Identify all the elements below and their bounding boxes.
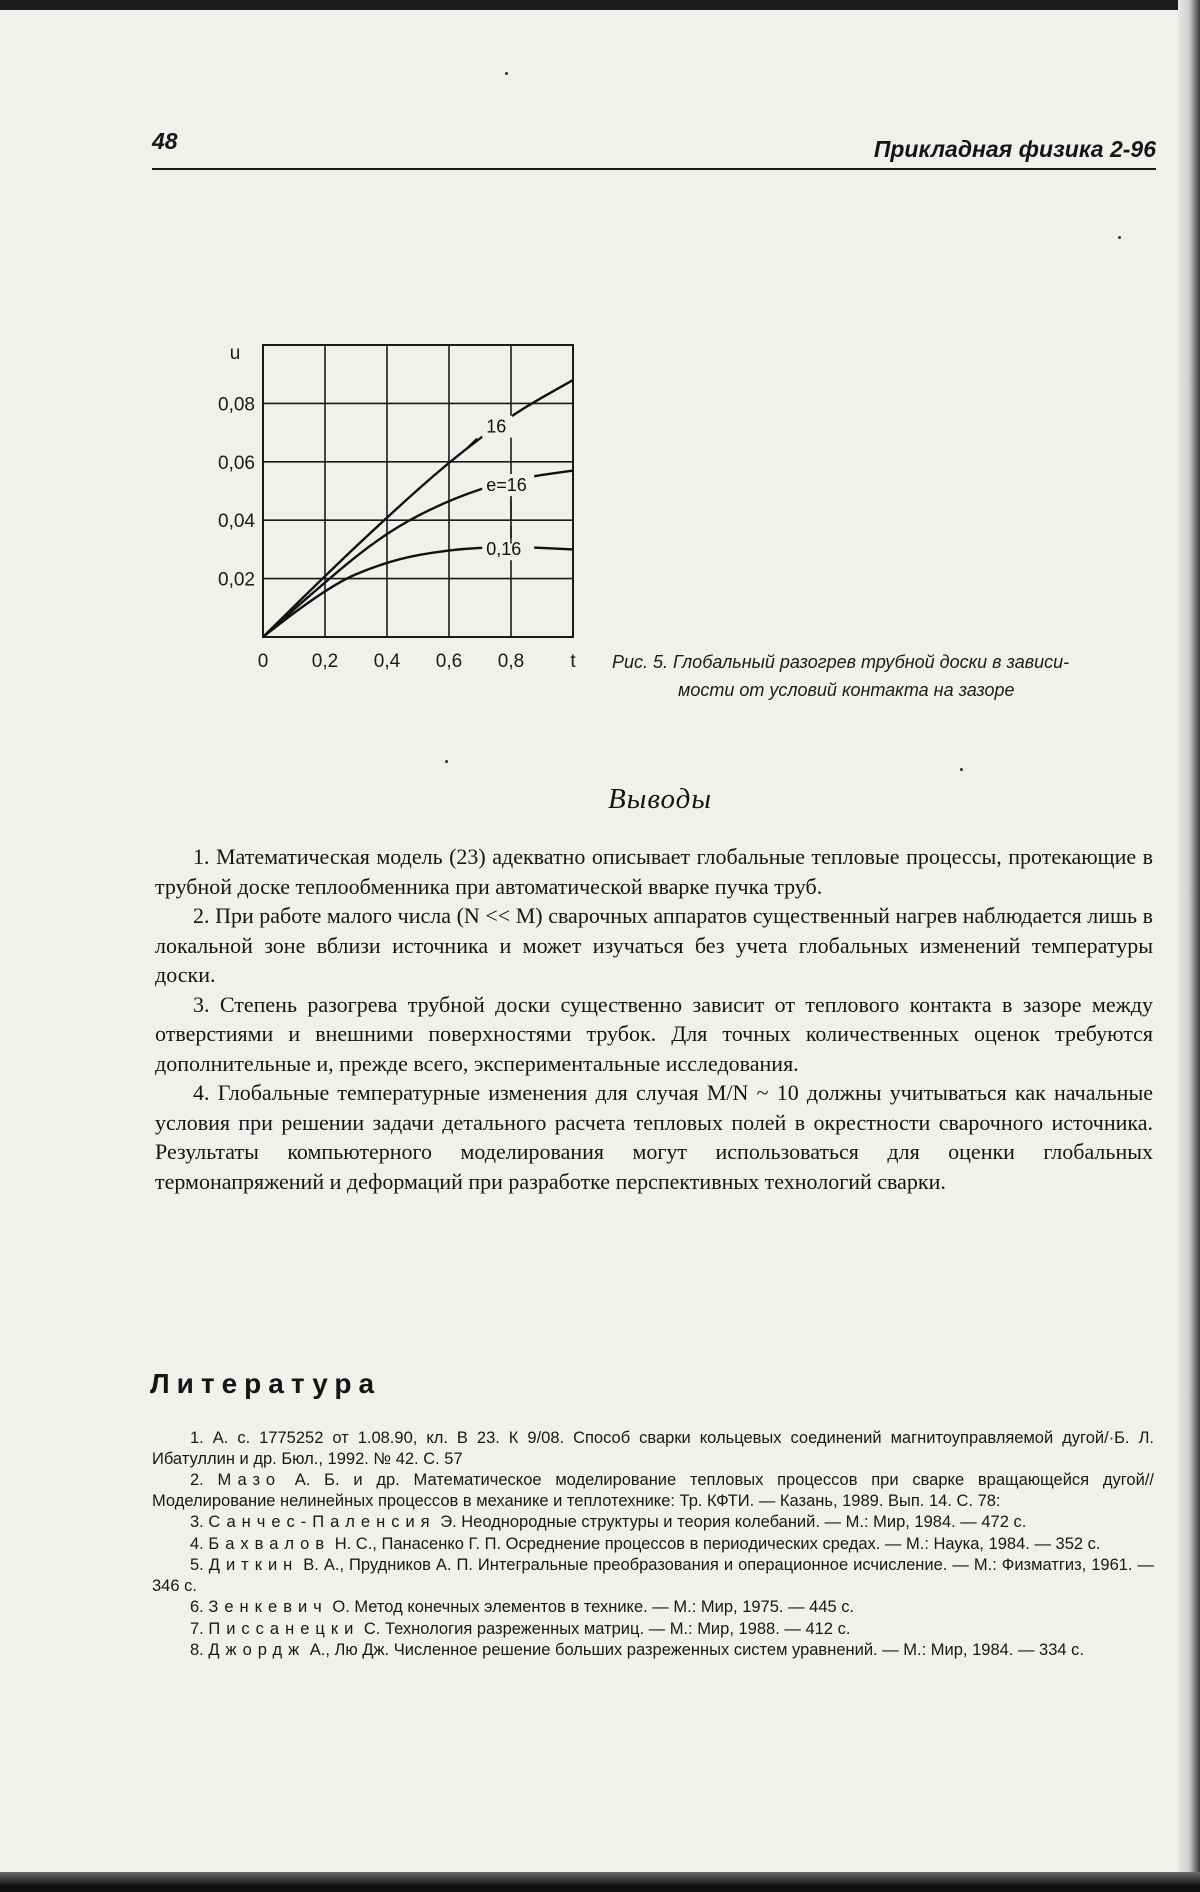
reference-item: 7. Писсанецки С. Технология разреженных матриц. — М.: Мир, 1988. — 412 с. xyxy=(190,1619,851,1638)
page-number: 48 xyxy=(152,128,178,154)
reference-item: 4. Бахвалов Н. С., Панасенко Г. П. Осреднение процессов в периодических средах. — М.: Наука, 1984. — 352 с. xyxy=(190,1534,1101,1553)
x-tick-label: 0,6 xyxy=(435,651,463,670)
x-tick-label: 0,2 xyxy=(311,651,339,670)
reference-item: 5. Диткин В. А., Прудников А. П. Интегральные преобразования и операционное исчисление. — М.: Физматгиз, 1961. — 346 с. xyxy=(152,1556,1155,1595)
references-heading: Литература xyxy=(150,1368,382,1399)
conclusions-body xyxy=(155,842,1153,1196)
y-tick-label: 0,04 xyxy=(218,511,255,533)
curve-label: e=16 xyxy=(486,475,527,495)
scan-speck xyxy=(1118,236,1121,239)
scan-speck xyxy=(960,768,963,771)
reference-item: 3. Санчес-Паленсия Э. Неоднородные структуры и теория колебаний. — М.: Мир, 1984. — 472 с. xyxy=(190,1513,1027,1531)
reference-item: 6. Зенкевич О. Метод конечных элементов в технике. — М.: Мир, 1975. — 445 с. xyxy=(190,1598,855,1616)
conclusions-title-text: Выводы xyxy=(608,783,712,815)
x-tick-label: t xyxy=(570,651,576,670)
reference-item: 2. Мазо А. Б. и др. Математическое моделирование тепловых процессов при сварке вращающейся дугой// Моделирование нелинейных процессов в механике и теплотехнике: Тр. КФТИ. — Казань, 1989. Вып. 14. С. 78: xyxy=(152,1471,1154,1510)
x-tick-label: 0,4 xyxy=(373,651,401,670)
y-tick-label: 0,02 xyxy=(218,569,255,591)
caption-line-2: мости от условий контакта на зазоре xyxy=(678,680,1015,700)
journal-title: Прикладная физика 2-96 xyxy=(873,136,1156,162)
scan-speck xyxy=(445,760,448,763)
reference-item: 8. Джордж А., Лю Дж. Численное решение больших разреженных систем уравнений. — М.: Мир, 1984. — 334 с. xyxy=(190,1641,1084,1659)
series-line-16 xyxy=(263,380,573,637)
conclusions-title xyxy=(0,783,1200,816)
conclusion-item: 3. Степень разогрева трубной доски существенно зависит от теплового контакта в зазоре между отверстиями и внешними поверхностями трубок. Для точных количественных оценок требуются дополнительные и, прежде всего, экспериментальные исследования. xyxy=(155,991,1153,1076)
conclusion-item: 1. Математическая модель (23) адекватно описывает глобальные тепловые процессы, протекающие в трубной доске теплообменника при автоматической вварке пучка труб. xyxy=(155,844,1153,899)
y-tick-label: 0,06 xyxy=(218,452,255,474)
running-header xyxy=(152,128,1156,170)
scan-edge-right xyxy=(1178,0,1200,1892)
curve-label: 0,16 xyxy=(486,539,522,560)
conclusion-item: 2. При работе малого числа (N << M) сварочных аппаратов существенный нагрев наблюдается лишь в локальной зоне вблизи источника и может изучаться без учета глобальных изменений температуры доски. xyxy=(155,903,1153,987)
reference-item: 1. А. с. 1775252 от 1.08.90, кл. В 23. К 9/08. Способ сварки кольцевых соединений магнитоуправляемой дугой/·Б. Л. Ибатуллин и др. Бюл., 1992. № 42. С. 57 xyxy=(152,1429,1154,1468)
x-tick-label: 0 xyxy=(257,651,269,670)
scan-speck xyxy=(505,72,508,75)
curve-label: 16 xyxy=(486,416,507,437)
conclusion-item: 4. Глобальные температурные изменения для случая M/N ~ 10 должны учитываться как начальные условия при решении задачи детального расчета тепловых полей в окрестности сварочного источника. Результаты компьютерного моделирования могут использоваться для оценки глобальных термонапряжений и деформаций при разработке перспективных технологий сварки. xyxy=(155,1080,1153,1194)
scan-edge-top xyxy=(0,0,1200,10)
figure-caption xyxy=(612,648,1152,704)
scan-edge-bottom xyxy=(0,1872,1200,1892)
figure-5 xyxy=(200,335,590,670)
y-axis-label: u xyxy=(229,343,241,364)
references-list xyxy=(152,1428,1154,1662)
y-tick-label: 0,08 xyxy=(218,394,255,416)
x-tick-label: 0,8 xyxy=(497,651,525,670)
caption-line-1: Рис. 5. Глобальный разогрев трубной доски в зависи- xyxy=(612,652,1070,672)
chart-svg xyxy=(200,335,590,670)
